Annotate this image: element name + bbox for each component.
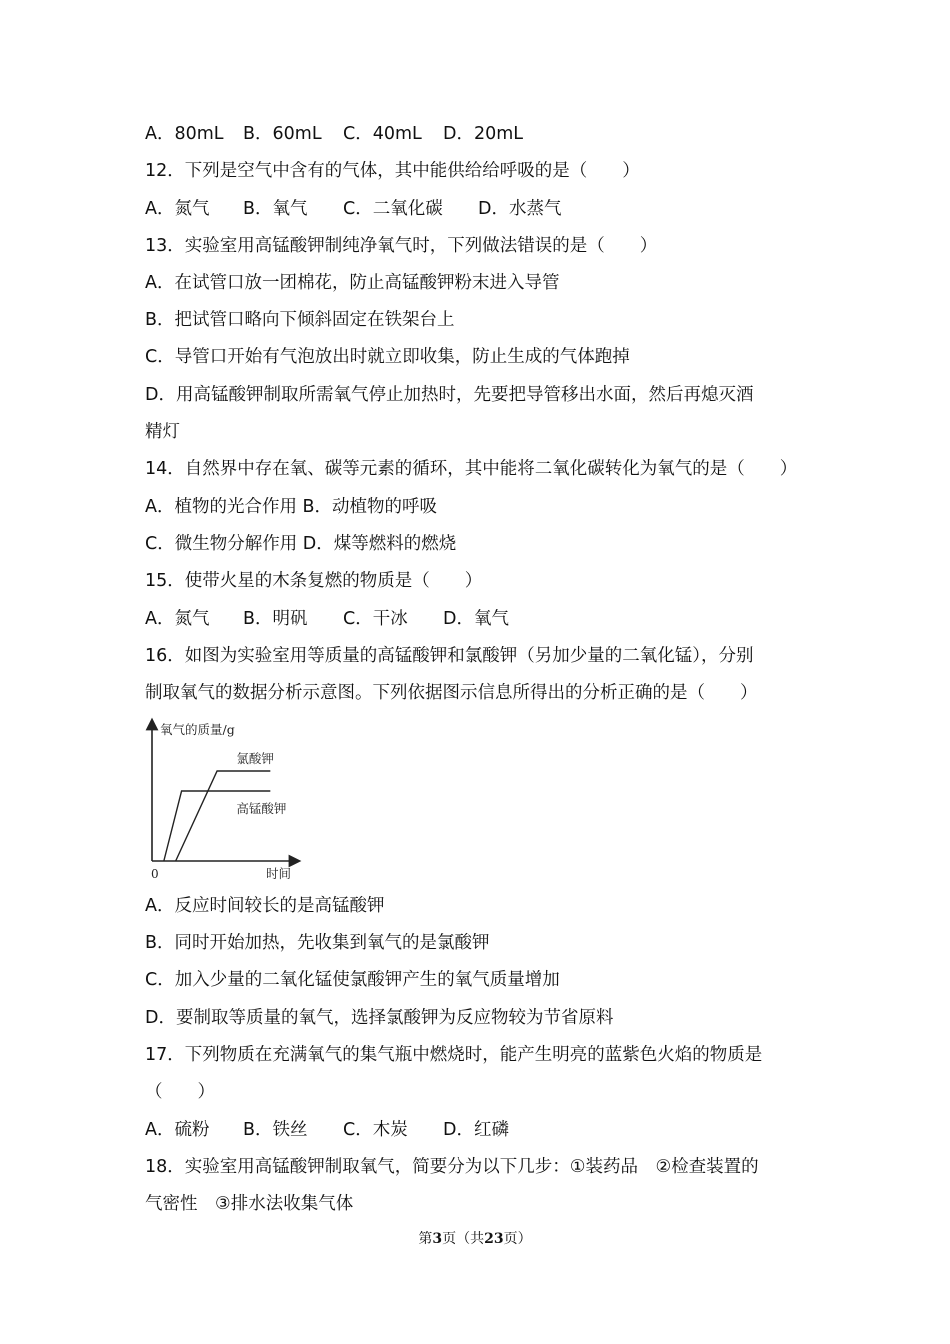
q15-option-d: D．氧气 <box>443 609 509 629</box>
origin-label: 0 <box>151 867 159 881</box>
page-footer <box>0 1228 950 1248</box>
q15-option-b: B．明矾 <box>243 609 308 629</box>
q17-stem-line1: 17．下列物质在充满氧气的集气瓶中燃烧时，能产生明亮的蓝紫色火焰的物质是 <box>145 1045 763 1065</box>
x-axis-label: 时间 <box>266 866 292 881</box>
q12-options <box>145 197 561 221</box>
footer-total-pages: 23 <box>484 1231 504 1247</box>
q16-option-a: A．反应时间较长的是高锰酸钾 <box>145 896 385 916</box>
q12-option-a: A．氮气 <box>145 199 210 219</box>
q15-option-c: C．干冰 <box>343 609 408 629</box>
q17-options <box>145 1118 509 1142</box>
footer-prefix: 第 <box>418 1231 433 1247</box>
q13-option-d-line1: D．用高锰酸钾制取所需氧气停止加热时，先要把导管移出水面，然后再熄灭酒 <box>145 385 754 405</box>
q16-option-c: C．加入少量的二氧化锰使氯酸钾产生的氧气质量增加 <box>145 970 560 990</box>
footer-page-number: 3 <box>432 1231 443 1247</box>
q17-option-a: A．硫粉 <box>145 1120 210 1140</box>
q16-option-b: B．同时开始加热，先收集到氧气的是氯酸钾 <box>145 933 490 953</box>
footer-middle: 页（共 <box>442 1231 485 1247</box>
q12-option-c: C．二氧化碳 <box>343 199 443 219</box>
q16-option-d: D．要制取等质量的氧气，选择氯酸钾为反应物较为节省原料 <box>145 1008 614 1028</box>
q13-option-a: A．在试管口放一团棉花，防止高锰酸钾粉末进入导管 <box>145 273 560 293</box>
q16-chart <box>140 716 310 884</box>
y-axis-label: 氧气的质量/g <box>160 722 235 737</box>
q11-options <box>145 122 523 146</box>
q17-option-b: B．铁丝 <box>243 1120 308 1140</box>
q15-option-a: A．氮气 <box>145 609 210 629</box>
series-label-0: 氯酸钾 <box>236 751 274 766</box>
series-line-0 <box>176 771 271 861</box>
q11-option-d: D．20mL <box>443 124 524 144</box>
q12-option-b: B．氧气 <box>243 199 308 219</box>
q12-stem: 12．下列是空气中含有的气体，其中能供给给呼吸的是（ ） <box>145 161 640 181</box>
q17-option-c: C．木炭 <box>343 1120 408 1140</box>
q16-stem-line1: 16．如图为实验室用等质量的高锰酸钾和氯酸钾（另加少量的二氧化锰），分别 <box>145 646 754 666</box>
q13-option-d-line2: 精灯 <box>145 422 180 442</box>
q13-stem: 13．实验室用高锰酸钾制纯净氧气时，下列做法错误的是（ ） <box>145 236 658 256</box>
q11-option-b: B．60mL <box>243 124 322 144</box>
q18-stem-line2: 气密性 ③排水法收集气体 <box>145 1194 354 1214</box>
q14-options-row2: C．微生物分解作用 D．煤等燃料的燃烧 <box>145 534 457 554</box>
q18-stem-line1: 18．实验室用高锰酸钾制取氧气，简要分为以下几步：①装药品 ②检查装置的 <box>145 1157 759 1177</box>
q15-options <box>145 607 509 631</box>
series-layer <box>164 751 287 861</box>
q11-option-c: C．40mL <box>343 124 422 144</box>
q17-stem-line2: （ ） <box>145 1082 215 1102</box>
q13-option-c: C．导管口开始有气泡放出时就立即收集，防止生成的气体跑掉 <box>145 347 630 367</box>
q16-stem-line2: 制取氧气的数据分析示意图。下列依据图示信息所得出的分析正确的是（ ） <box>145 683 758 703</box>
q17-option-d: D．红磷 <box>443 1120 509 1140</box>
footer-suffix: 页） <box>503 1231 532 1247</box>
q12-option-d: D．水蒸气 <box>478 199 562 219</box>
q14-options-row1: A．植物的光合作用 B．动植物的呼吸 <box>145 497 438 517</box>
q11-option-a: A．80mL <box>145 124 224 144</box>
q13-option-b: B．把试管口略向下倾斜固定在铁架台上 <box>145 310 455 330</box>
q15-stem: 15．使带火星的木条复燃的物质是（ ） <box>145 571 483 591</box>
series-label-1: 高锰酸钾 <box>236 801 287 816</box>
q14-stem: 14．自然界中存在氧、碳等元素的循环，其中能将二氧化碳转化为氧气的是（ ） <box>145 459 798 479</box>
